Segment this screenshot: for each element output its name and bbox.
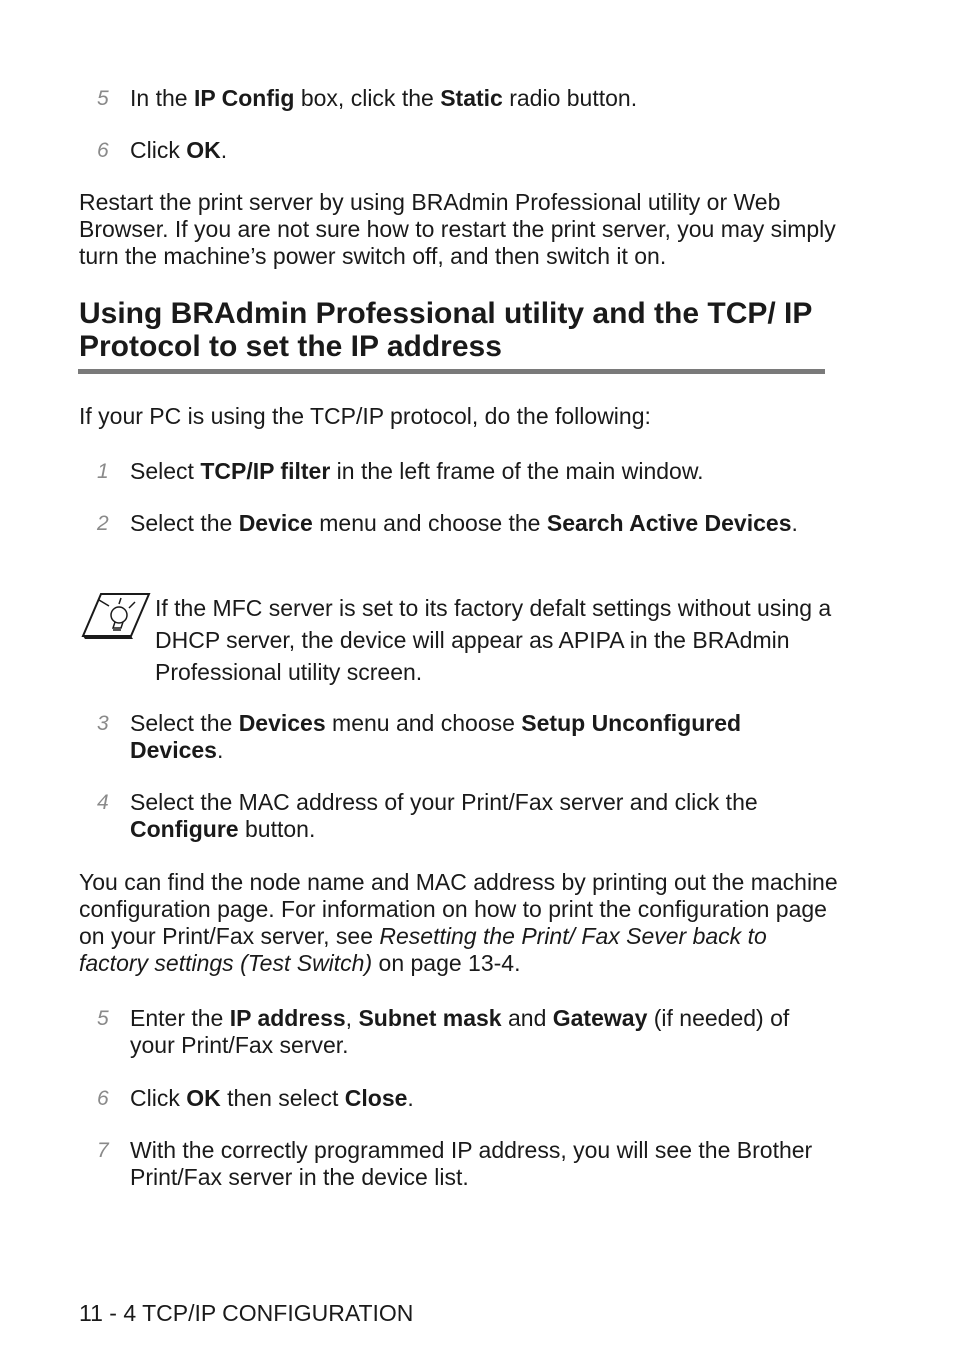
bold-term: Configure bbox=[130, 816, 239, 842]
step-7 bbox=[79, 1137, 839, 1191]
step-1 bbox=[79, 458, 839, 485]
step-text bbox=[130, 710, 839, 764]
bold-term: Devices bbox=[238, 710, 326, 736]
bold-term: IP address bbox=[229, 1005, 346, 1031]
step-text bbox=[130, 510, 839, 537]
text-run: Select bbox=[130, 458, 201, 484]
text-run: You can find the node name and MAC address by printing out the machine configuration page. For information on how to print the configuration page on your Print/Fax server, see bbox=[79, 869, 838, 949]
text-run: Select the bbox=[130, 710, 239, 736]
text-run: Click bbox=[130, 137, 187, 163]
text-run: radio button. bbox=[502, 85, 638, 111]
step-top-5 bbox=[79, 85, 839, 112]
bold-term: Close bbox=[344, 1085, 408, 1111]
step-3 bbox=[79, 710, 839, 764]
text-run: With the correctly programmed IP address, you will see the Brother Print/Fax server in the device list. bbox=[130, 1137, 813, 1190]
page-footer: 11 - 4 TCP/IP CONFIGURATION bbox=[79, 1300, 414, 1326]
step-text bbox=[130, 1005, 839, 1059]
step-number: 3 bbox=[97, 712, 109, 735]
step-text bbox=[130, 789, 839, 843]
text-run: menu and choose bbox=[325, 710, 522, 736]
step-number: 2 bbox=[97, 512, 109, 535]
text-run: then select bbox=[220, 1085, 345, 1111]
bold-term: Static bbox=[440, 85, 503, 111]
intro-paragraph: If your PC is using the TCP/IP protocol, do the following: bbox=[79, 403, 651, 429]
bold-term: Device bbox=[238, 510, 313, 536]
node-paragraph bbox=[79, 869, 839, 977]
step-number: 6 bbox=[97, 139, 109, 162]
text-run: In the bbox=[130, 85, 194, 111]
restart-paragraph: Restart the print server by using BRAdmin Professional utility or Web Browser. If you are not sure how to restart the print server, you may simply turn the machine’s power switch off, and then switch it on. bbox=[79, 189, 836, 269]
step-top-6 bbox=[79, 137, 839, 164]
note-text: If the MFC server is set to its factory defalt settings without using a DHCP server, the device will appear as APIPA in the BRAdmin Professional utility screen. bbox=[155, 595, 832, 685]
text-run: Select the MAC address of your Print/Fax server and click the bbox=[130, 789, 758, 815]
bold-term: Subnet mask bbox=[358, 1005, 502, 1031]
bold-term: OK bbox=[186, 137, 221, 163]
step-5 bbox=[79, 1005, 839, 1059]
bold-term: Search Active Devices bbox=[546, 510, 792, 536]
bold-term: OK bbox=[186, 1085, 221, 1111]
text-run: and bbox=[501, 1005, 553, 1031]
section-heading: Using BRAdmin Professional utility and the TCP/ IP Protocol to set the IP address bbox=[79, 297, 812, 363]
step-number: 5 bbox=[97, 1007, 109, 1030]
step-text bbox=[130, 85, 839, 112]
step-text bbox=[130, 458, 839, 485]
step-2 bbox=[79, 510, 839, 537]
text-run: Click bbox=[130, 1085, 187, 1111]
text-run: . bbox=[407, 1085, 414, 1111]
text-run: . bbox=[216, 737, 224, 763]
text-run: , bbox=[345, 1005, 359, 1031]
step-4 bbox=[79, 789, 839, 843]
step-number: 5 bbox=[97, 87, 109, 110]
text-run: button. bbox=[238, 816, 316, 842]
text-run: box, click the bbox=[294, 85, 441, 111]
text-run: (if needed) of your Print/Fax server. bbox=[130, 1005, 790, 1058]
step-number: 1 bbox=[97, 460, 109, 483]
text-run: in the left frame of the main window. bbox=[330, 458, 704, 484]
step-text bbox=[130, 1137, 839, 1191]
heading-rule bbox=[78, 369, 825, 374]
bold-term: IP Config bbox=[193, 85, 295, 111]
bold-term: Gateway bbox=[552, 1005, 648, 1031]
step-text bbox=[130, 1085, 839, 1112]
bold-term: TCP/IP filter bbox=[200, 458, 331, 484]
text-run: on page 13-4. bbox=[372, 950, 521, 976]
step-text bbox=[130, 137, 839, 164]
text-run: Select the bbox=[130, 510, 239, 536]
text-run: Enter the bbox=[130, 1005, 230, 1031]
step-6 bbox=[79, 1085, 839, 1112]
text-run: . bbox=[791, 510, 798, 536]
step-number: 7 bbox=[97, 1139, 109, 1162]
step-number: 4 bbox=[97, 791, 109, 814]
step-number: 6 bbox=[97, 1087, 109, 1110]
note-hand-icon bbox=[79, 592, 151, 640]
text-run: menu and choose the bbox=[312, 510, 547, 536]
text-run: . bbox=[220, 137, 228, 163]
italic-reference: Resetting the Print/ Fax Sever back to factory settings (Test Switch) bbox=[79, 923, 767, 976]
bold-term: Setup Unconfigured Devices bbox=[130, 710, 742, 763]
